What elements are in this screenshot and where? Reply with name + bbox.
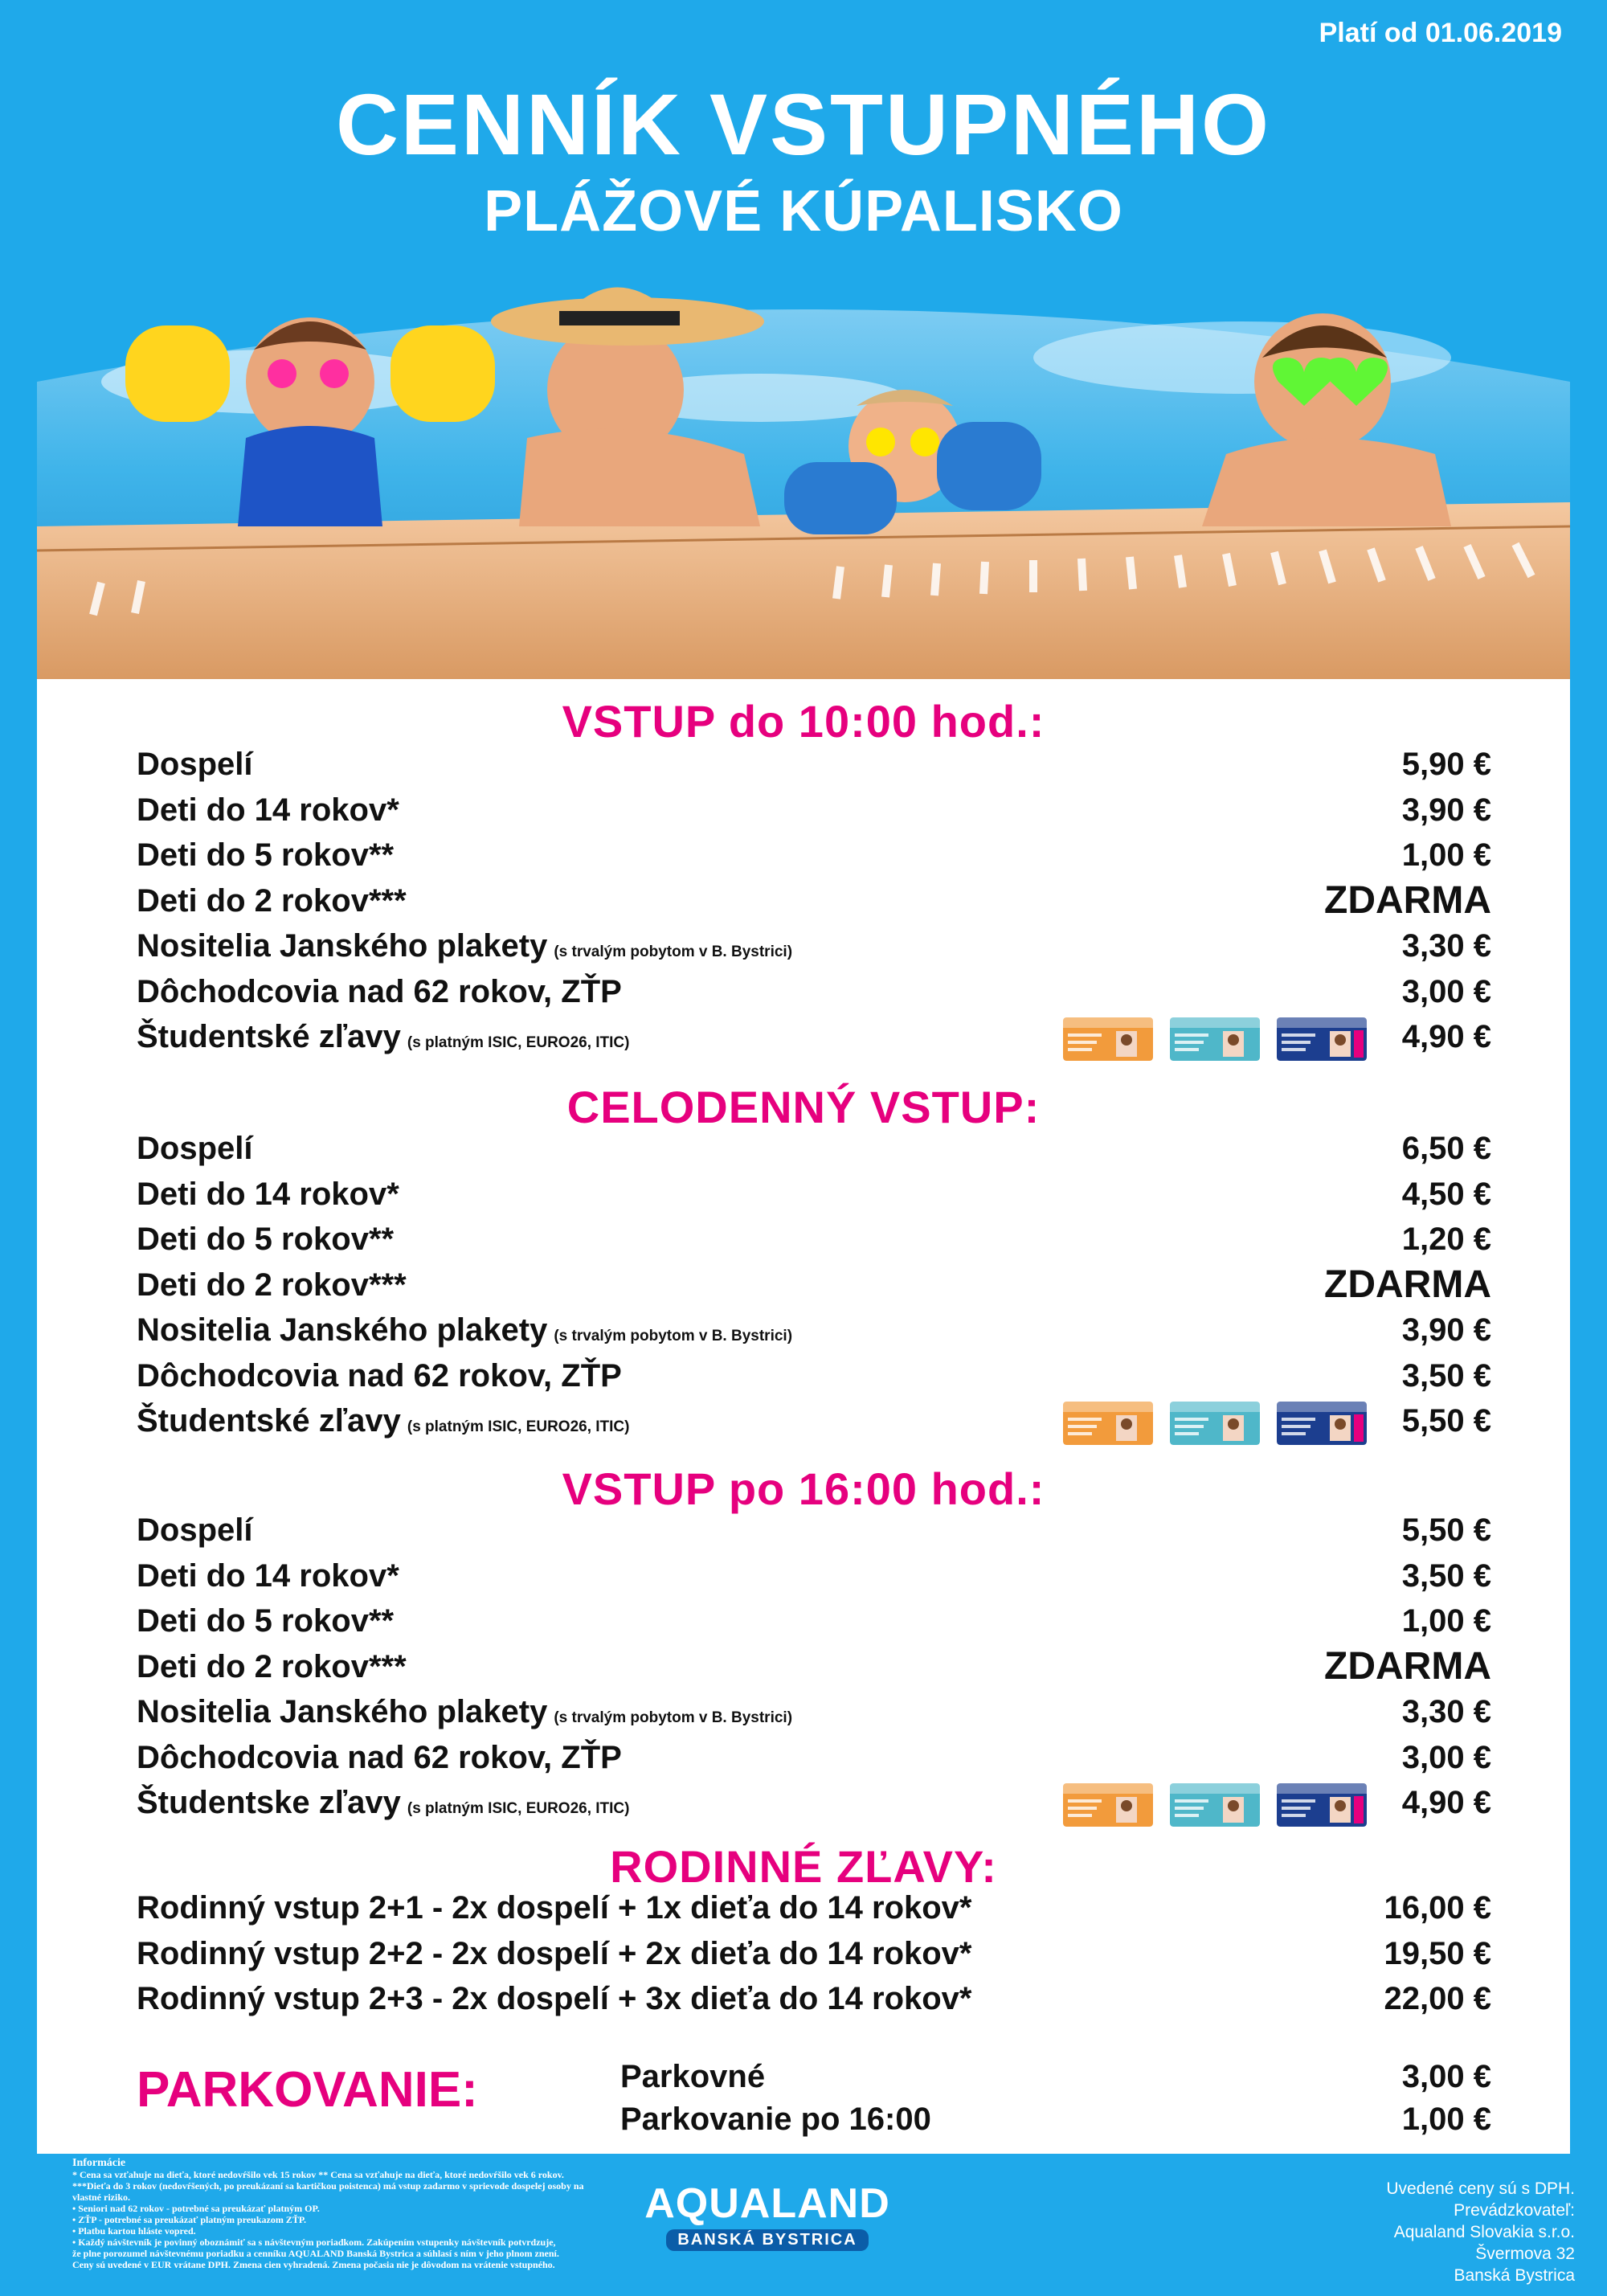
row-price: 1,00 € xyxy=(1401,837,1491,873)
price-row xyxy=(137,1981,1491,2026)
price-row xyxy=(137,878,1491,928)
section-title: VSTUP do 10:00 hod.: xyxy=(562,696,1045,747)
aqualand-logo xyxy=(635,2179,900,2251)
row-label-text: Deti do 2 rokov*** xyxy=(137,882,407,919)
parking-row xyxy=(620,2102,1491,2147)
row-label-text: Deti do 14 rokov* xyxy=(137,1557,399,1594)
price-list-panel xyxy=(37,261,1570,2154)
price-row xyxy=(137,1177,1491,1222)
info-notes xyxy=(72,2158,587,2270)
section-title: VSTUP po 16:00 hod.: xyxy=(562,1463,1045,1514)
row-label-text: Deti do 2 rokov*** xyxy=(137,1267,407,1303)
row-price: 22,00 € xyxy=(1384,1981,1491,2016)
price-row xyxy=(137,1312,1491,1357)
brand-sub: BANSKÁ BYSTRICA xyxy=(666,2229,868,2251)
row-price: 5,50 € xyxy=(1401,1403,1491,1439)
page-title: CENNÍK VSTUPNÉHO xyxy=(335,76,1272,173)
row-label xyxy=(137,1358,622,1394)
price-row xyxy=(137,1512,1491,1557)
row-label-text: Dôchodcovia nad 62 rokov, ZŤP xyxy=(137,973,622,1009)
info-line: ***Dieťa do 3 rokov (nedovŕšených, po preukázaní sa kartičkou poistenca) má vstup zadarmo v sprievode dospelej osoby na vlastné riziko. xyxy=(72,2180,584,2203)
price-row xyxy=(137,792,1491,837)
info-line: * Cena sa vzťahuje na dieťa, ktoré nedovŕšilo vek 15 rokov ** Cena sa vzťahuje na dieťa, ktoré nedovŕšilo vek 6 rokov. xyxy=(72,2169,564,2180)
row-price: 3,90 € xyxy=(1401,792,1491,828)
teacher-card-icon xyxy=(1063,1783,1153,1827)
row-price: 5,50 € xyxy=(1401,1512,1491,1548)
student-card-icons xyxy=(1063,1402,1367,1445)
row-label-text: Dospelí xyxy=(137,1131,253,1166)
row-label xyxy=(137,1890,972,1926)
parking-price: 3,00 € xyxy=(1401,2059,1491,2094)
row-label-text: Rodinný vstup 2+2 - 2x dospelí + 2x dieťa do 14 rokov* xyxy=(137,1935,972,1971)
row-label-text: Študentske zľavy xyxy=(137,1785,401,1820)
row-price: 1,20 € xyxy=(1401,1222,1491,1257)
info-line: že plne porozumel návštevnému poriadku a cenníku AQUALAND Banská Bystrica a súhlasí s ním v jeho plnom znení. xyxy=(72,2248,559,2259)
info-line: • ZŤP - potrebné sa preukázať platným preukazom ZŤP. xyxy=(72,2214,307,2225)
row-label xyxy=(137,1177,399,1213)
teacher-card-icon xyxy=(1063,1017,1153,1061)
company-line: Banská Bystrica xyxy=(1454,2266,1575,2285)
info-line: Ceny sú uvedené v EUR vrátane DPH. Zmena cien vyhradená. Zmena počasia nie je dôvodom na vrátenie vstupného. xyxy=(72,2259,555,2270)
row-price: 1,00 € xyxy=(1401,1603,1491,1639)
price-row xyxy=(137,974,1491,1019)
row-label-text: Študentské zľavy xyxy=(137,1019,401,1054)
price-row xyxy=(137,1019,1491,1064)
row-note: (s platným ISIC, EURO26, ITIC) xyxy=(407,1800,630,1817)
row-note: (s platným ISIC, EURO26, ITIC) xyxy=(407,1418,630,1435)
price-row xyxy=(137,1644,1491,1694)
parking-label: Parkovné xyxy=(620,2059,766,2094)
student-card-icon xyxy=(1170,1017,1260,1061)
row-label xyxy=(137,792,399,829)
parking-label: Parkovanie po 16:00 xyxy=(620,2102,931,2137)
row-label xyxy=(137,837,394,874)
row-label-text: Rodinný vstup 2+1 - 2x dospelí + 1x dieťa do 14 rokov* xyxy=(137,1890,972,1926)
info-line: • Každý návštevník je povinný oboznámiť sa s návštevným poriadkom. Zakúpením vstupenky návštevník potvrdzuje, xyxy=(72,2237,556,2248)
row-note: (s trvalým pobytom v B. Bystrici) xyxy=(554,1328,793,1344)
row-label xyxy=(137,1131,252,1167)
row-price: 5,90 € xyxy=(1401,747,1491,782)
row-label-text: Deti do 5 rokov** xyxy=(137,1603,395,1639)
price-row xyxy=(137,1131,1491,1176)
row-label-text: Rodinný vstup 2+3 - 2x dospelí + 3x dieťa do 14 rokov* xyxy=(137,1981,972,2016)
price-row xyxy=(137,1558,1491,1603)
row-price: 4,90 € xyxy=(1401,1019,1491,1054)
row-label-text: Dôchodcovia nad 62 rokov, ZŤP xyxy=(137,1739,622,1775)
page-subtitle: PLÁŽOVÉ KÚPALISKO xyxy=(484,179,1123,244)
row-label-text: Dôchodcovia nad 62 rokov, ZŤP xyxy=(137,1357,622,1394)
row-label xyxy=(137,747,252,783)
company-line: Švermova 32 xyxy=(1475,2245,1575,2263)
row-price: 19,50 € xyxy=(1384,1935,1491,1971)
price-row xyxy=(137,1263,1491,1312)
euro26-card-icon xyxy=(1277,1017,1367,1061)
price-row xyxy=(137,1740,1491,1785)
row-price: 4,50 € xyxy=(1401,1176,1491,1212)
info-line: • Platbu kartou hláste vopred. xyxy=(72,2225,196,2237)
row-price: 3,90 € xyxy=(1401,1312,1491,1348)
company-line: Aqualand Slovakia s.r.o. xyxy=(1393,2223,1575,2241)
row-price: 16,00 € xyxy=(1384,1890,1491,1926)
row-label-text: Deti do 5 rokov** xyxy=(137,837,395,873)
row-label-text: Nositelia Janského plakety xyxy=(137,1312,548,1348)
row-note: (s platným ISIC, EURO26, ITIC) xyxy=(407,1034,630,1051)
row-label xyxy=(137,1649,407,1685)
row-price: 4,90 € xyxy=(1401,1785,1491,1820)
row-label-text: Nositelia Janského plakety xyxy=(137,928,548,964)
row-note: (s trvalým pobytom v B. Bystrici) xyxy=(554,943,793,960)
row-label xyxy=(137,1694,792,1730)
price-row xyxy=(137,1403,1491,1448)
price-row xyxy=(137,1890,1491,1935)
row-label xyxy=(137,1603,394,1639)
info-line: • Seniori nad 62 rokov - potrebné sa preukázať platným OP. xyxy=(72,2203,320,2214)
row-price: 3,30 € xyxy=(1401,928,1491,964)
valid-from: Platí od 01.06.2019 xyxy=(1319,18,1562,48)
brand-name: AQUALAND xyxy=(644,2180,890,2227)
row-label xyxy=(137,1312,792,1349)
row-price: ZDARMA xyxy=(1324,1263,1491,1306)
row-price: 3,30 € xyxy=(1401,1694,1491,1729)
hero-photo xyxy=(37,261,1570,679)
row-label xyxy=(137,1558,399,1594)
price-row xyxy=(137,1694,1491,1739)
row-price: ZDARMA xyxy=(1324,1644,1491,1688)
section-title: CELODENNÝ VSTUP: xyxy=(566,1082,1041,1132)
price-row xyxy=(137,747,1491,792)
student-card-icon xyxy=(1170,1402,1260,1445)
row-label-text: Nositelia Janského plakety xyxy=(137,1694,548,1729)
row-label xyxy=(137,1740,622,1776)
row-price: 3,50 € xyxy=(1401,1357,1491,1394)
row-label xyxy=(137,883,407,919)
price-row xyxy=(137,837,1491,882)
parking-price: 1,00 € xyxy=(1401,2102,1491,2137)
info-heading: Informácie xyxy=(72,2157,126,2169)
company-info xyxy=(1237,2178,1575,2286)
row-label-text: Študentské zľavy xyxy=(137,1403,401,1439)
student-card-icons xyxy=(1063,1017,1367,1061)
price-row xyxy=(137,1603,1491,1648)
row-label-text: Deti do 2 rokov*** xyxy=(137,1648,407,1684)
row-price: 3,00 € xyxy=(1401,973,1491,1009)
row-price: 3,00 € xyxy=(1401,1739,1491,1775)
euro26-card-icon xyxy=(1277,1783,1367,1827)
row-label xyxy=(137,1936,972,1972)
row-label xyxy=(137,1403,629,1439)
row-label-text: Dospelí xyxy=(137,1512,253,1548)
section-title: RODINNÉ ZĽAVY: xyxy=(610,1841,997,1892)
parking-row xyxy=(620,2059,1491,2104)
euro26-card-icon xyxy=(1277,1402,1367,1445)
teacher-card-icon xyxy=(1063,1402,1153,1445)
company-line: Prevádzkovateľ: xyxy=(1454,2201,1575,2220)
row-label-text: Deti do 14 rokov* xyxy=(137,792,399,828)
row-label xyxy=(137,1785,629,1821)
row-label xyxy=(137,928,792,964)
price-row xyxy=(137,1222,1491,1267)
student-card-icon xyxy=(1170,1783,1260,1827)
row-label xyxy=(137,1019,629,1055)
row-price: 3,50 € xyxy=(1401,1557,1491,1594)
row-label xyxy=(137,1981,972,2017)
price-row xyxy=(137,928,1491,973)
row-label xyxy=(137,1512,252,1549)
row-label-text: Deti do 5 rokov** xyxy=(137,1222,395,1257)
parking-title: PARKOVANIE: xyxy=(137,2062,478,2118)
price-row xyxy=(137,1358,1491,1403)
company-line: Uvedené ceny sú s DPH. xyxy=(1386,2179,1575,2198)
row-label xyxy=(137,974,622,1010)
row-label-text: Deti do 14 rokov* xyxy=(137,1176,399,1212)
row-price: ZDARMA xyxy=(1324,878,1491,922)
price-row xyxy=(137,1936,1491,1981)
row-note: (s trvalým pobytom v B. Bystrici) xyxy=(554,1709,793,1726)
row-label-text: Dospelí xyxy=(137,747,253,782)
row-price: 6,50 € xyxy=(1401,1131,1491,1166)
row-label xyxy=(137,1267,407,1304)
student-card-icons xyxy=(1063,1783,1367,1827)
row-label xyxy=(137,1222,394,1258)
price-row xyxy=(137,1785,1491,1830)
